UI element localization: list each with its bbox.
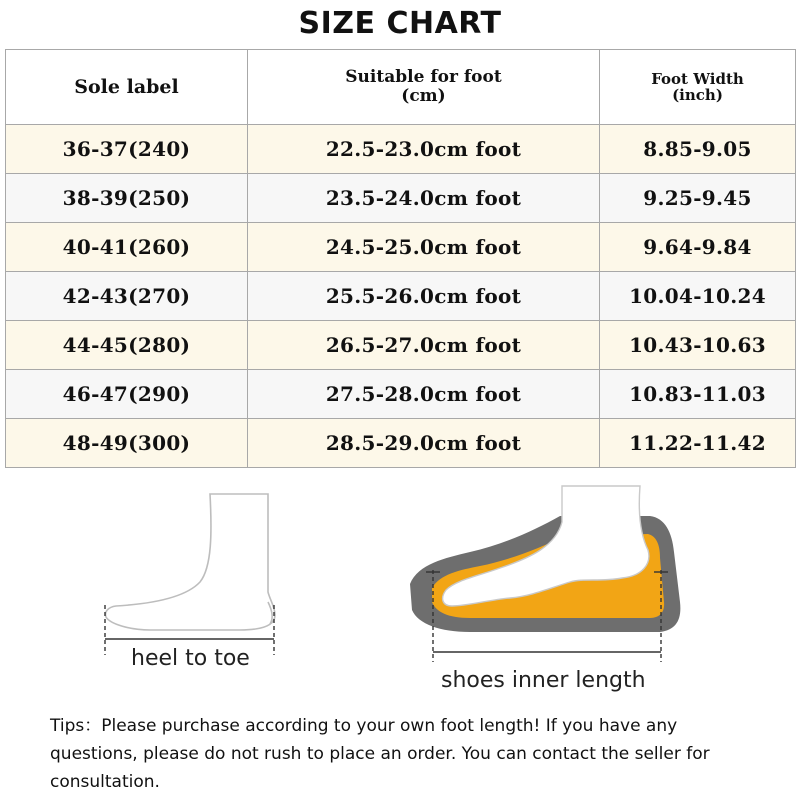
- cell-foot-width: 10.43-10.63: [600, 321, 796, 370]
- cell-foot-width: 11.22-11.42: [600, 419, 796, 468]
- cell-foot-width: 8.85-9.05: [600, 125, 796, 174]
- cell-sole-label: 48-49(300): [6, 419, 248, 468]
- table-row: [6, 419, 796, 468]
- table-row: [6, 223, 796, 272]
- cell-foot-width: 10.04-10.24: [600, 272, 796, 321]
- cell-foot-length: 23.5-24.0cm foot: [248, 174, 600, 223]
- shoe-section-icon: [410, 486, 680, 632]
- cell-foot-length: 27.5-28.0cm foot: [248, 370, 600, 419]
- cell-foot-length: 28.5-29.0cm foot: [248, 419, 600, 468]
- cell-sole-label: 40-41(260): [6, 223, 248, 272]
- cell-foot-width: 9.64-9.84: [600, 223, 796, 272]
- header-foot-length-unit: (cm): [401, 86, 446, 106]
- foot-outline-icon: [105, 494, 275, 630]
- cell-sole-label: 42-43(270): [6, 272, 248, 321]
- cell-foot-length: 25.5-26.0cm foot: [248, 272, 600, 321]
- shoe-length-label: shoes inner length: [441, 668, 646, 693]
- tips-text: Tips：Please purchase according to your own foot length! If you have any questions, please do not rush to place an order. You can contact the seller for consultation.: [50, 716, 710, 792]
- cell-sole-label: 38-39(250): [6, 174, 248, 223]
- header-foot-width-unit: (inch): [672, 86, 723, 104]
- cell-foot-length: 22.5-23.0cm foot: [248, 125, 600, 174]
- header-sole-label: Sole label: [6, 50, 248, 125]
- header-foot-width-text: Foot Width: [651, 69, 744, 88]
- table-header-row: [6, 50, 796, 125]
- table-row: [6, 321, 796, 370]
- measurement-illustration: [0, 472, 800, 702]
- header-foot-length: [248, 50, 600, 125]
- cell-foot-width: 10.83-11.03: [600, 370, 796, 419]
- measurement-diagram: [0, 472, 800, 702]
- cell-sole-label: 46-47(290): [6, 370, 248, 419]
- header-foot-length-text: Suitable for foot: [345, 67, 502, 88]
- table-row: [6, 174, 796, 223]
- header-foot-width: [600, 50, 796, 125]
- table-row: [6, 125, 796, 174]
- table-row: [6, 370, 796, 419]
- foot-length-label: heel to toe: [131, 646, 250, 671]
- cell-foot-length: 26.5-27.0cm foot: [248, 321, 600, 370]
- cell-sole-label: 36-37(240): [6, 125, 248, 174]
- cell-foot-width: 9.25-9.45: [600, 174, 796, 223]
- page-title: SIZE CHART: [298, 6, 502, 41]
- table-row: [6, 272, 796, 321]
- size-chart-table: [5, 49, 796, 468]
- cell-sole-label: 44-45(280): [6, 321, 248, 370]
- cell-foot-length: 24.5-25.0cm foot: [248, 223, 600, 272]
